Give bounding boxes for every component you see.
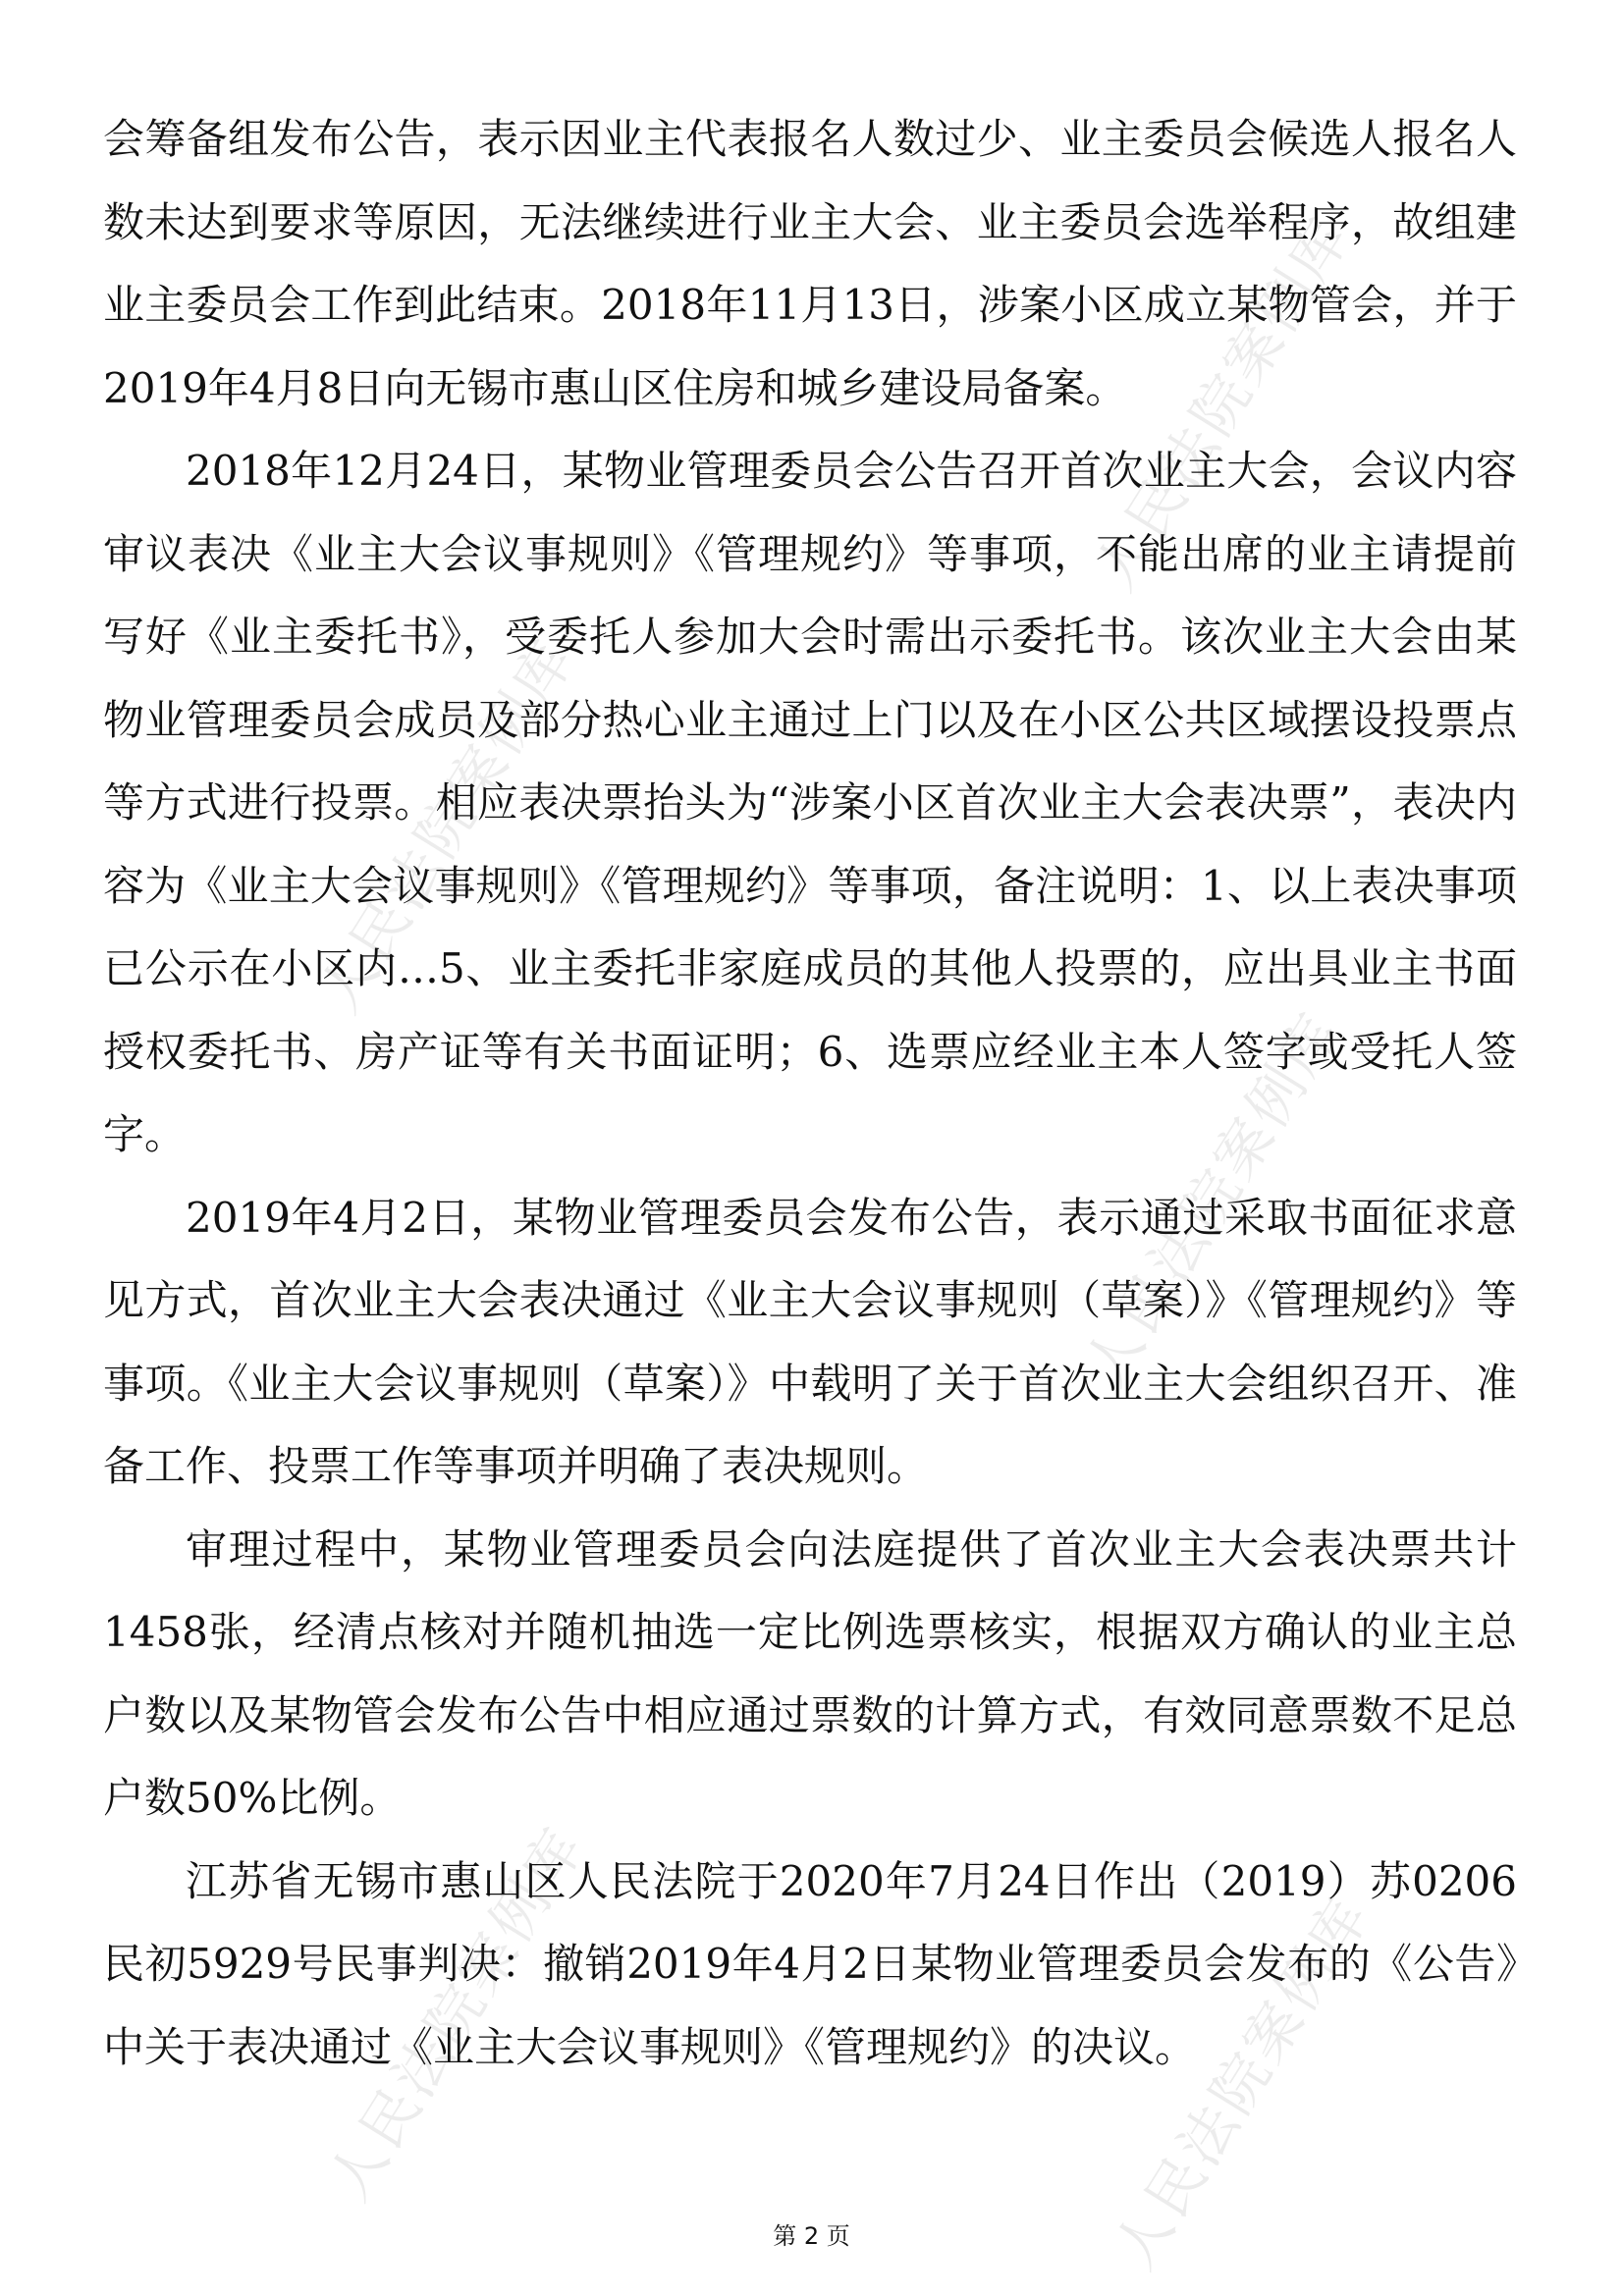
page-number: 第 2 页	[773, 2222, 850, 2250]
paragraph: 2019年4月2日，某物业管理委员会发布公告，表示通过采取书面征求意见方式，首次业主大会表决通过《业主大会议事规则（草案）》《管理规约》等事项。《业主大会议事规则（草案）》中载明了关于首次业主大会组织召开、准备工作、投票工作等事项并明确了表决规则。	[103, 1193, 1517, 1490]
watermark: 人民法院案例库	[305, 626, 588, 1024]
paragraph: 审理过程中，某物业管理委员会向法庭提供了首次业主大会表决票共计1458张，经清点核对并随机抽选一定比例选票核实，根据双方确认的业主总户数以及某物管会发布公告中相应通过票数的计算方式，有效同意票数不足总户数50%比例。	[103, 1524, 1517, 1822]
watermark: 人民法院案例库	[315, 1814, 598, 2212]
document-body	[103, 98, 1517, 2089]
paragraph: 2018年12月24日，某物业管理委员会公告召开首次业主大会，会议内容审议表决《业主大会议事规则》《管理规约》等事项，不能出席的业主请提前写好《业主委托书》，受委托人参加大会时需出示委托书。该次业主大会由某物业管理委员会成员及部分热心业主通过上门以及在小区公共区域摆设投票点等方式进行投票。相应表决票抬头为“涉案小区首次业主大会表决票”，表决内容为《业主大会议事规则》《管理规约》等事项，备注说明：1、以上表决事项已公示在小区内…5、业主委托非家庭成员的其他人投票的，应出具业主书面授权委托书、房产证等有关书面证明；6、选票应经业主本人签字或受托人签字。	[103, 447, 1517, 1158]
paragraph: 江苏省无锡市惠山区人民法院于2020年7月24日作出（2019）苏0206民初5929号民事判决：撤销2019年4月2日某物业管理委员会发布的《公告》中关于表决通过《业主大会议事规则》《管理规约》的决议。	[103, 1856, 1517, 2071]
watermark: 人民法院案例库	[1071, 999, 1354, 1397]
watermark: 人民法院案例库	[1101, 1883, 1383, 2280]
paragraph: 会筹备组发布公告，表示因业主代表报名人数过少、业主委员会候选人报名人数未达到要求等原因，无法继续进行业主大会、业主委员会选举程序，故组建业主委员会工作到此结束。2018年11月13日，涉案小区成立某物管会，并于2019年4月8日向无锡市惠山区住房和城乡建设局备案。	[103, 115, 1517, 412]
watermark: 人民法院案例库	[1081, 204, 1364, 602]
